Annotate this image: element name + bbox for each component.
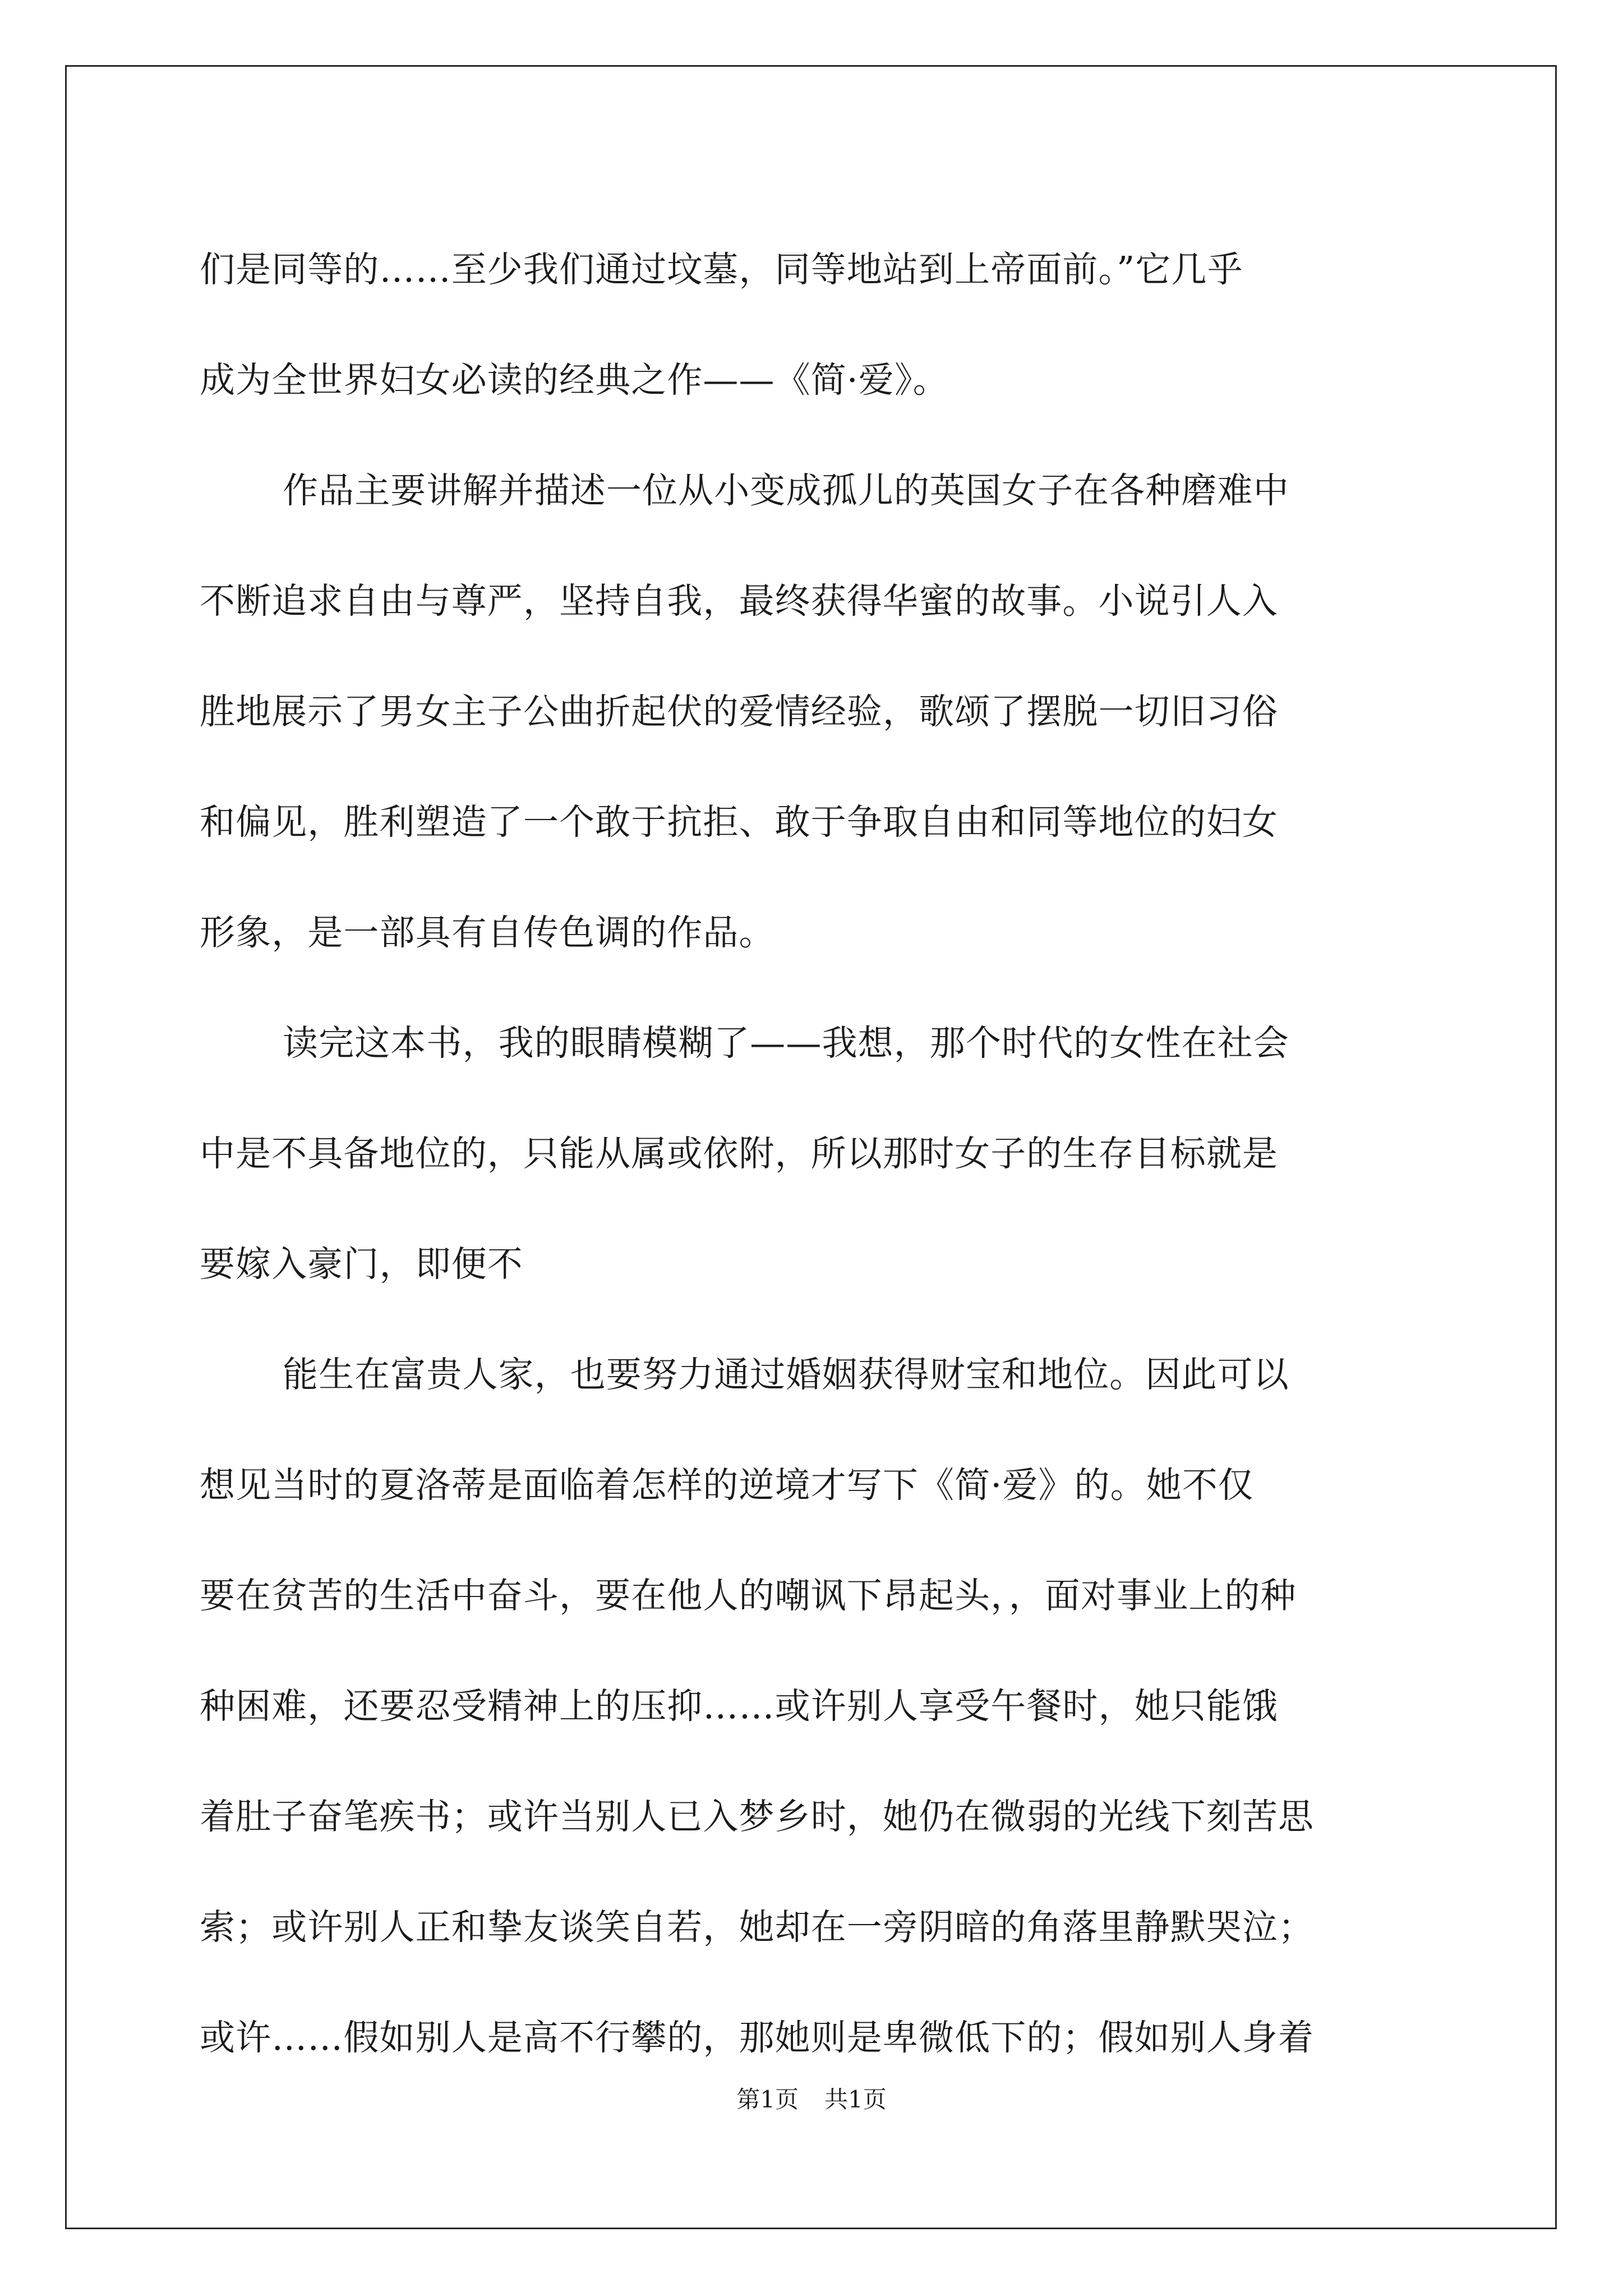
text-line: 想见当时的夏洛蒂是面临着怎样的逆境才写下《简·爱》的。她不仅 (200, 1465, 1255, 1506)
text-line: 种困难，还要忍受精神上的压抑……或许别人享受午餐时，她只能饿 (200, 1686, 1278, 1727)
text-line: 能生在富贵人家，也要努力通过婚姻获得财宝和地位。因此可以 (283, 1354, 1289, 1395)
page-total: 共1页 (824, 2086, 887, 2113)
text-line: 们是同等的……至少我们通过坟墓，同等地站到上帝面前。”它几乎 (200, 249, 1243, 290)
document-body (200, 214, 1427, 2093)
page-number: 第1页 (736, 2086, 799, 2113)
text-line: 要在贫苦的生活中奋斗，要在他人的嘲讽下昂起头，，面对事业上的种 (200, 1575, 1297, 1616)
page-footer (0, 2086, 1623, 2114)
text-line: 或许……假如别人是高不行攀的，那她则是卑微低下的；假如别人身着 (200, 2017, 1315, 2058)
text-line: 着肚子奋笔疾书；或许当别人已入梦乡时，她仍在微弱的光线下刻苦思 (200, 1796, 1315, 1837)
text-line: 胜地展示了男女主子公曲折起伏的爱情经验，歌颂了摆脱一切旧习俗 (200, 691, 1278, 732)
text-line: 中是不具备地位的，只能从属或依附，所以那时女子的生存目标就是 (200, 1133, 1278, 1174)
text-line: 和偏见，胜利塑造了一个敢于抗拒、敢于争取自由和同等地位的妇女 (200, 802, 1278, 843)
text-line: 不断追求自由与尊严，坚持自我，最终获得华蜜的故事。小说引人入 (200, 581, 1278, 622)
text-line: 索；或许别人正和挚友谈笑自若，她却在一旁阴暗的角落里静默哭泣； (200, 1907, 1315, 1948)
text-line: 要嫁入豪门，即便不 (200, 1244, 523, 1285)
text-line: 作品主要讲解并描述一位从小变成孤儿的英国女子在各种磨难中 (283, 470, 1289, 511)
text-line: 形象，是一部具有自传色调的作品。 (200, 912, 775, 953)
text-line: 读完这本书，我的眼睛模糊了——我想，那个时代的女性在社会 (283, 1023, 1289, 1064)
text-line: 成为全世界妇女必读的经典之作——《简·爱》。 (200, 360, 949, 401)
